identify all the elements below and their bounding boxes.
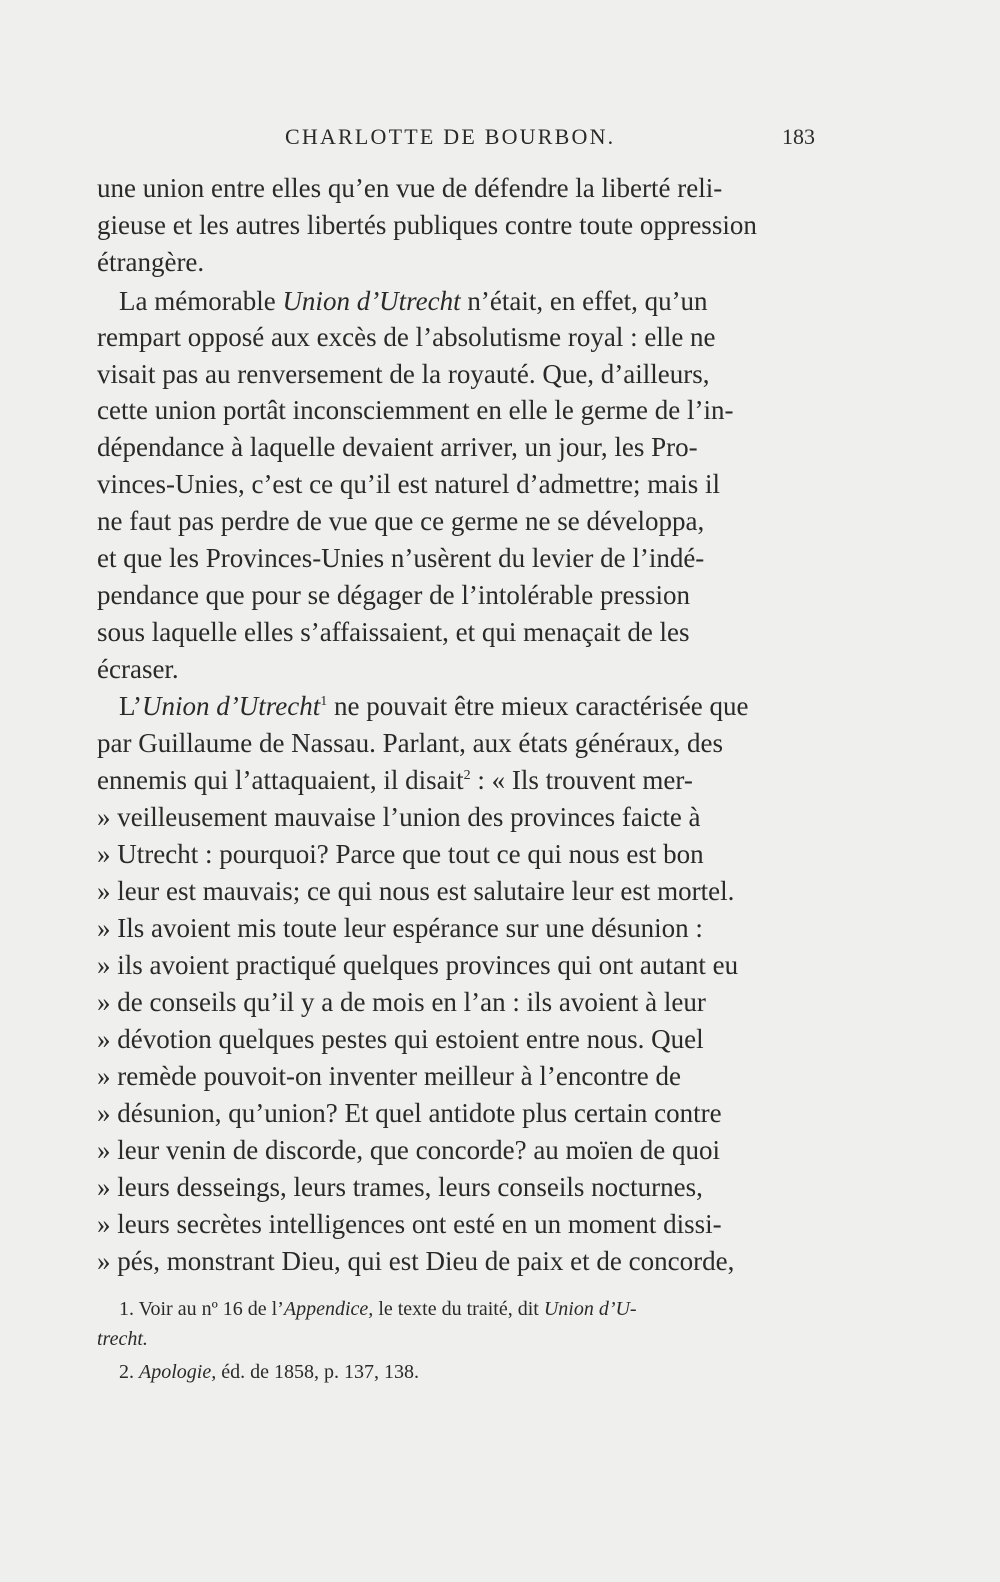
footnote-2 [119,1358,419,1386]
text-line: pendance que pour se dégager de l’intolérable pression [97,580,691,610]
text-line: dépendance à laquelle devaient arriver, un jour, les Pro- [97,432,698,462]
text-line: une union entre elles qu’en vue de défendre la liberté reli- [97,173,723,203]
text-run: : « Ils trouvent mer- [470,765,693,795]
page-header [0,124,1000,156]
text-run: ennemis qui l’attaquaient, il disait [97,765,464,795]
text-run: n’était, en effet, qu’un [460,286,708,316]
text-run: La mémorable [119,286,283,316]
text-run: L’ [119,691,143,721]
quote-line: » Ils avoient mis toute leur espérance sur une désunion : [97,913,703,943]
text-line: vinces-Unies, c’est ce qu’il est naturel d’admettre; mais il [97,469,721,499]
footnote-ref: 1 [320,694,328,709]
quote-line: » Utrecht : pourquoi? Parce que tout ce qui nous est bon [97,839,704,869]
quote-line: » leur est mauvais; ce qui nous est salutaire leur est mortel. [97,876,735,906]
quote-line: » leurs secrètes intelligences ont esté en un moment dissi- [97,1209,722,1239]
footnote-1-cont [97,1325,148,1353]
quote-line: » leurs desseings, leurs trames, leurs conseils nocturnes, [97,1172,703,1202]
text-line: par Guillaume de Nassau. Parlant, aux états généraux, des [97,728,724,758]
quote-line: » pés, monstrant Dieu, qui est Dieu de paix et de concorde, [97,1246,735,1276]
text-line: ne faut pas perdre de vue que ce germe ne se développa, [97,506,705,536]
quote-line: » ils avoient practiqué quelques provinces qui ont autant eu [97,950,739,980]
text-line: écraser. [97,654,179,684]
italic-title: trecht. [97,1328,148,1350]
text-line: sous laquelle elles s’affaissaient, et qui menaçait de les [97,617,690,647]
italic-title: Union d’Utrecht [142,691,321,721]
italic-title: Apologie, [139,1361,217,1383]
quote-line: » veilleusement mauvaise l’union des provinces faicte à [97,802,701,832]
italic-title: Union d’Utrecht [282,286,461,316]
text-run: le texte du traité, dit [373,1298,544,1320]
text-run: ne pouvait être mieux caractérisée que [327,691,749,721]
text-line [119,284,708,318]
text-line: et que les Provinces-Unies n’usèrent du levier de l’indé- [97,543,705,573]
text-line: rempart opposé aux excès de l’absolutisme royal : elle ne [97,322,716,352]
text-line: cette union portât inconsciemment en elle le germe de l’in- [97,395,734,425]
text-line [97,763,693,797]
text-run: 2. [119,1361,139,1383]
text-line [119,689,749,723]
text-run: 1. Voir au nº 16 de l’ [119,1298,284,1320]
quote-line: » de conseils qu’il y a de mois en l’an : ils avoient à leur [97,987,706,1017]
text-line: visait pas au renversement de la royauté. Que, d’ailleurs, [97,359,710,389]
quote-line: » remède pouvoit-on inventer meilleur à l’encontre de [97,1061,682,1091]
italic-title: Union d’U- [543,1298,637,1320]
footnote-ref: 2 [463,768,471,783]
footnote-1 [119,1295,637,1323]
quote-line: » dévotion quelques pestes qui estoient entre nous. Quel [97,1024,704,1054]
quote-line: » désunion, qu’union? Et quel antidote plus certain contre [97,1098,722,1128]
page-number: 183 [782,124,815,149]
quote-line: » leur venin de discorde, que concorde? au moïen de quoi [97,1135,721,1165]
text-run: éd. de 1858, p. 137, 138. [216,1361,419,1383]
running-head: CHARLOTTE DE BOURBON. [285,124,616,149]
italic-title: Appendice, [283,1298,374,1320]
text-line: étrangère. [97,247,205,277]
text-line: gieuse et les autres libertés publiques contre toute oppression [97,210,757,240]
